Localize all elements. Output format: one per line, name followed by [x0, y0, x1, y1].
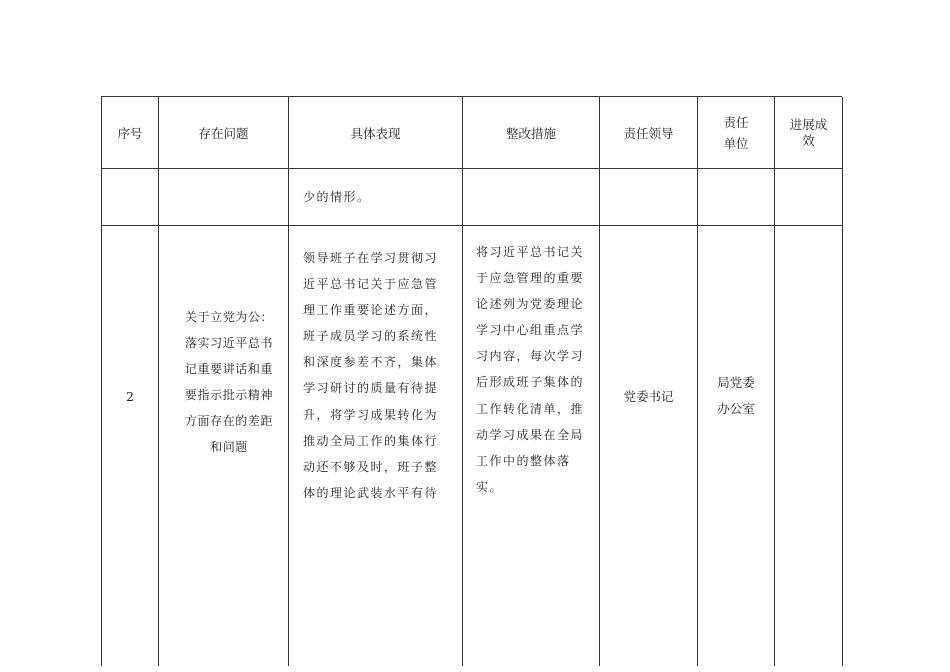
row-problem [179, 304, 279, 461]
header-measures: 整改措施 [505, 125, 556, 141]
measures-line: 实。 [476, 479, 504, 494]
problem-line: 落实习近平总书 [184, 336, 274, 351]
measures-line: 学习中心组重点学 [476, 323, 585, 338]
continuation-manifestation: 少的情形。 [303, 190, 371, 204]
manifestation-line: 动还不够及时，班子整 [303, 459, 439, 474]
manifestation-line: 和深度参差不齐，集体 [303, 355, 439, 370]
header-unit [698, 97, 774, 168]
measures-line: 工作中的整体落 [476, 453, 571, 468]
header-progress-line2: 效 [802, 132, 815, 148]
measures-line: 于应急管理的重要 [476, 271, 585, 286]
header-seq: 序号 [117, 125, 143, 141]
header-unit-line2: 单位 [723, 135, 749, 151]
problem-line: 方面存在的差距 [184, 414, 274, 429]
problem-line: 要指示批示精神 [184, 388, 274, 403]
column-divider [288, 97, 289, 666]
header-manifestation: 具体表现 [350, 125, 401, 141]
header-leader: 责任领导 [623, 125, 674, 141]
row-unit-line1: 局党委 [717, 375, 755, 390]
row-progress [775, 226, 842, 566]
column-divider [158, 97, 159, 666]
problem-line: 和问题 [210, 440, 248, 455]
manifestation-line: 体的理论武装水平有待 [303, 485, 439, 500]
header-unit-line1: 责任 [723, 114, 749, 130]
manifestation-line: 近平总书记关于应急管 [303, 277, 439, 292]
manifestation-line: 理工作重要论述方面， [303, 303, 439, 318]
measures-line: 后形成班子集体的 [476, 375, 585, 390]
rectification-table [101, 96, 842, 666]
row-seq: 2 [126, 388, 134, 404]
row-divider [102, 168, 843, 169]
measures-line: 工作转化清单，推 [476, 401, 585, 416]
measures-line: 将习近平总书记关 [476, 245, 585, 259]
problem-line: 记重要讲话和重 [184, 362, 274, 377]
row-manifestation [303, 245, 463, 506]
table-right-border [842, 97, 843, 666]
header-problem: 存在问题 [198, 125, 249, 141]
manifestation-line: 学习研讨的质量有待提 [303, 381, 439, 396]
header-progress-line1: 进展成 [789, 116, 828, 132]
row-measures [476, 239, 600, 500]
manifestation-line: 班子成员学习的系统性 [303, 329, 439, 344]
row-leader: 党委书记 [623, 389, 674, 404]
measures-line: 论述列为党委理论 [476, 297, 585, 312]
row-unit [698, 226, 774, 566]
manifestation-line: 推动全局工作的集体行 [303, 433, 439, 448]
header-progress [775, 97, 842, 168]
problem-line: 关于立党为公： [184, 310, 274, 324]
measures-line: 习内容，每次学习 [476, 349, 585, 364]
manifestation-line: 领导班子在学习贯彻习 [303, 251, 439, 265]
measures-line: 动学习成果在全局 [476, 427, 585, 442]
manifestation-line: 升，将学习成果转化为 [303, 407, 439, 422]
row-unit-line2: 办公室 [717, 401, 755, 416]
